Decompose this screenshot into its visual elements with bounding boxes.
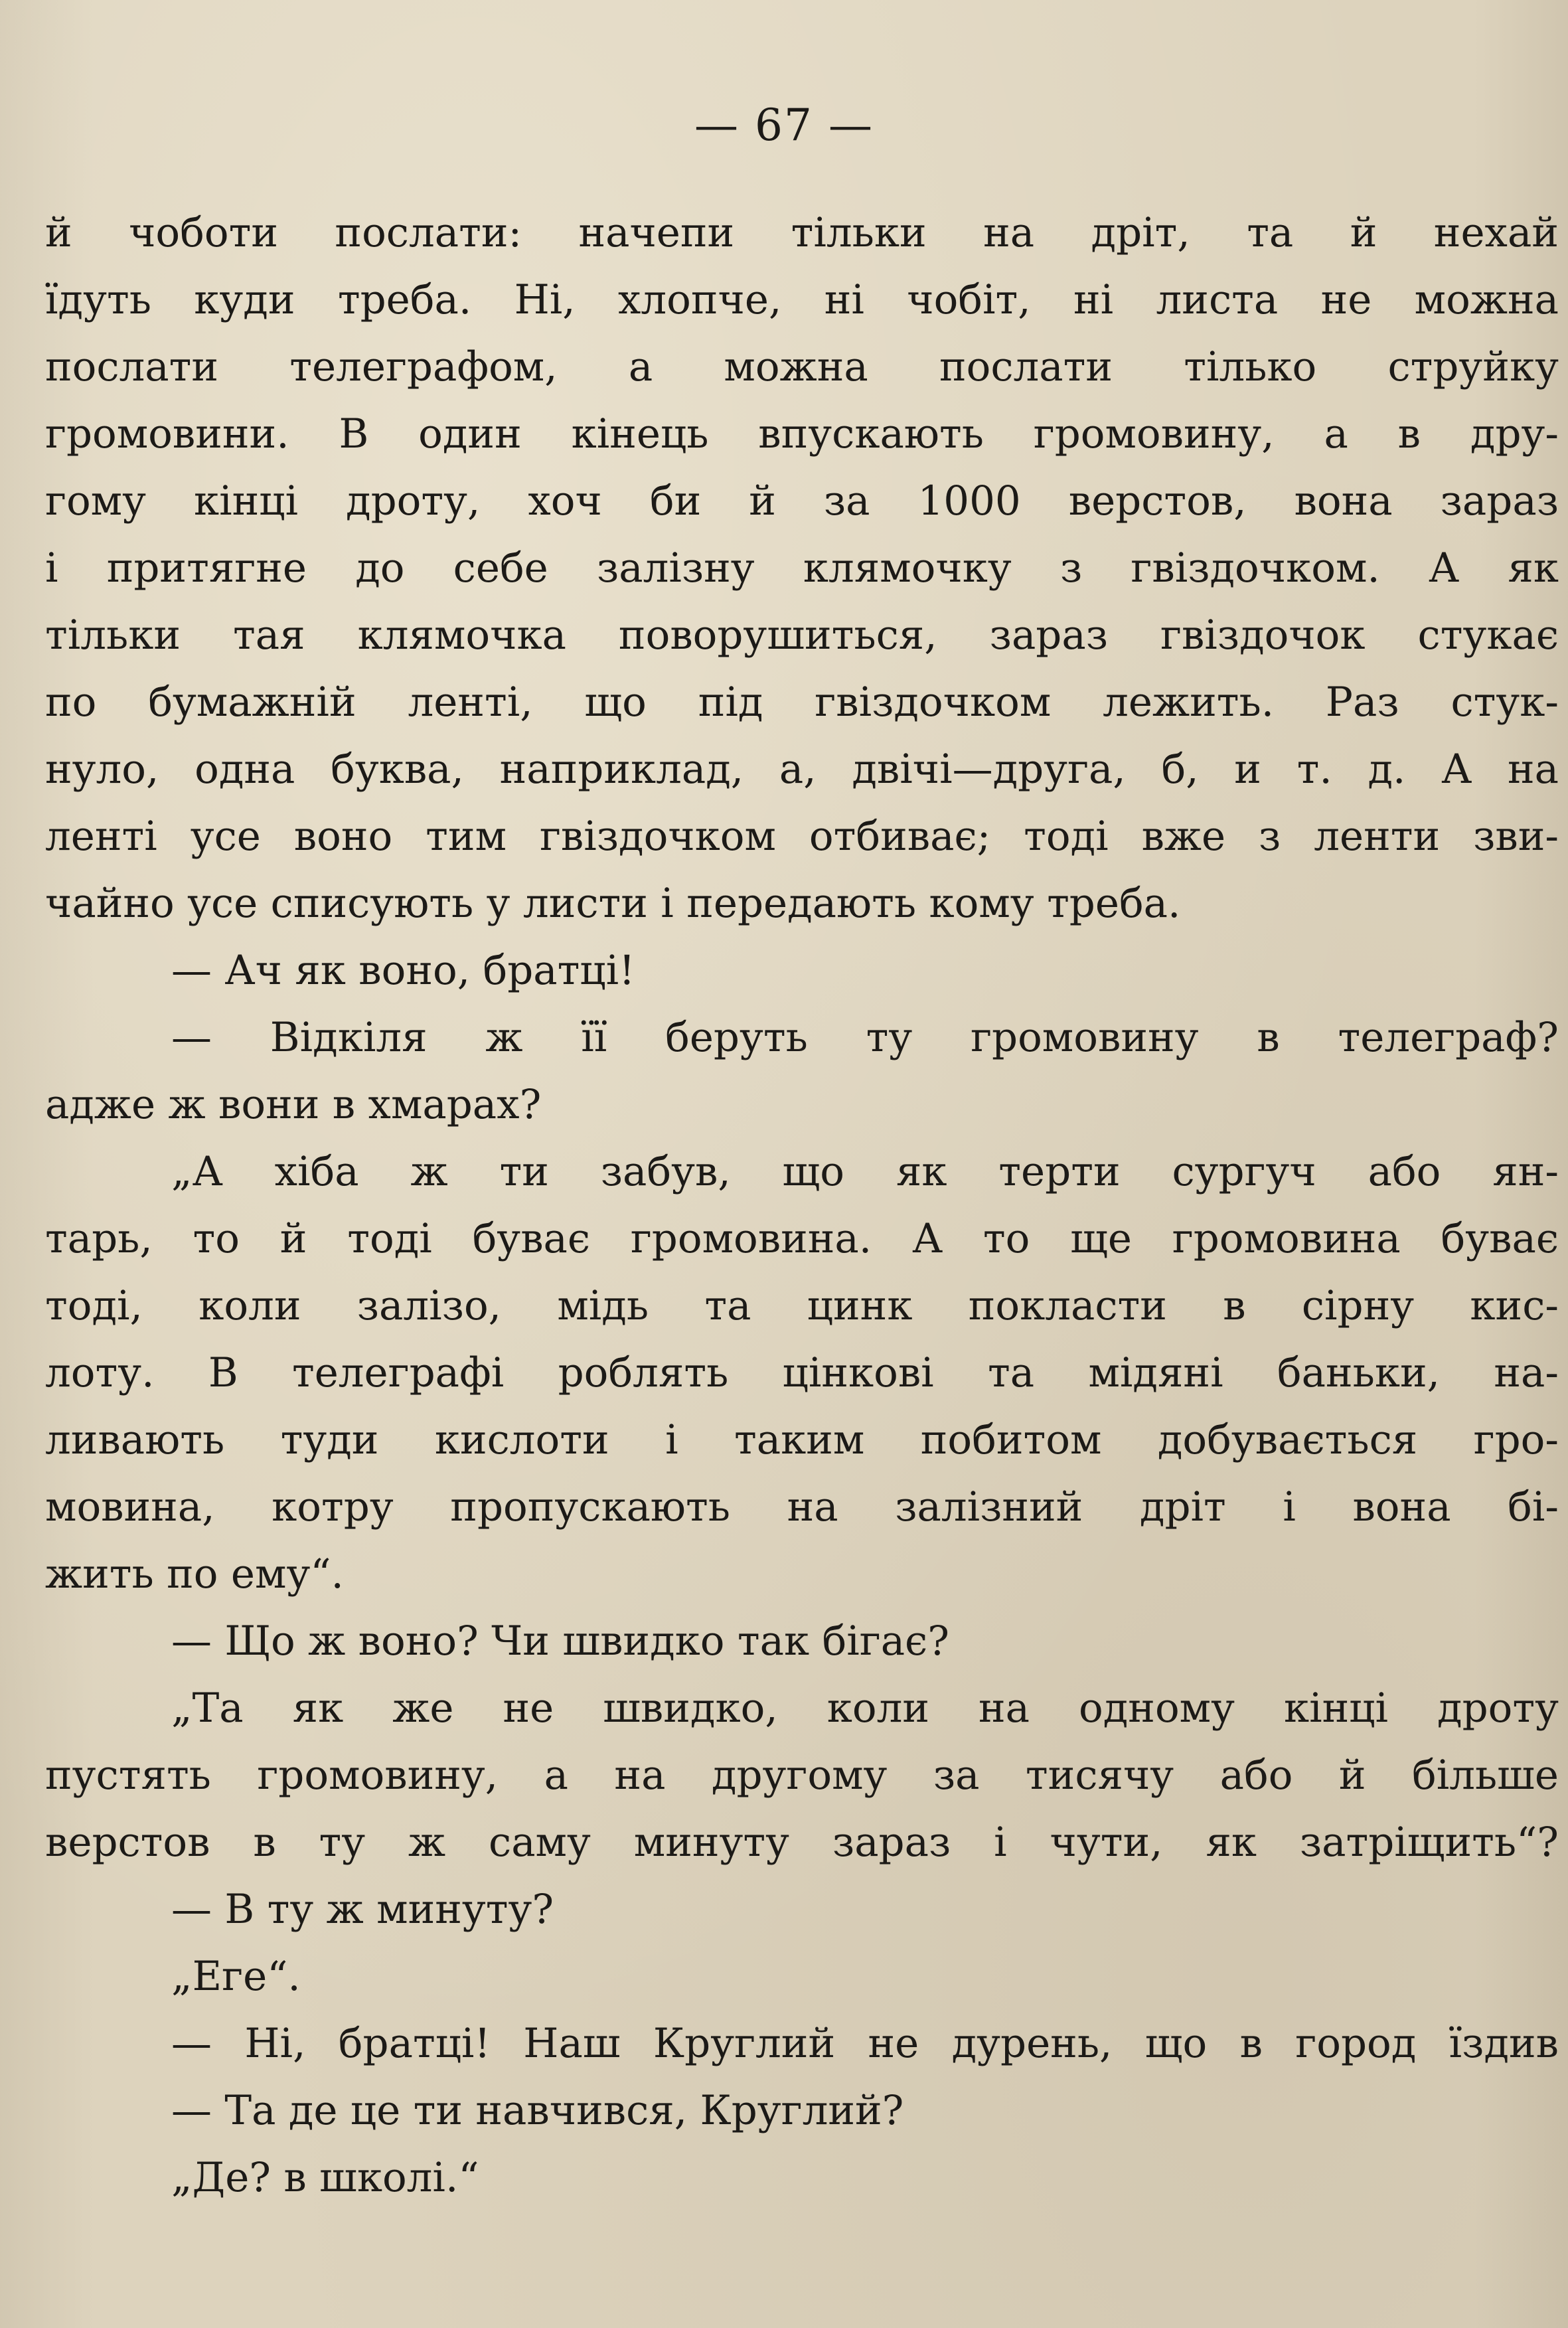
- text-line: тоді, коли залізо, мідь та цинк покласти в сірну кис-: [45, 1282, 1559, 1329]
- text-line: громовини. В один кінець впускають громовину, а в дру-: [45, 410, 1559, 457]
- text-line: „А хіба ж ти забув, що як терти сургуч або ян-: [171, 1148, 1559, 1195]
- text-line: ливають туди кислоти і таким побитом добувається гро-: [45, 1416, 1559, 1463]
- text-line: послати телеграфом, а можна послати тілько струйку: [45, 343, 1559, 390]
- text-line: по бумажній ленті, що під гвіздочком лежить. Раз стук-: [45, 679, 1559, 726]
- text-line: й чоботи послати: начепи тільки на дріт, та й нехай: [45, 209, 1559, 256]
- text-line: „Та як же не швидко, коли на одному кінці дроту: [171, 1685, 1559, 1732]
- text-line: мовина, котру пропускають на залізний дріт і вона бі-: [45, 1483, 1559, 1531]
- text-line: верстов в ту ж саму минуту зараз і чути, як затріщить“?: [45, 1819, 1559, 1866]
- text-line: чайно усе списують у листи і передають кому треба.: [45, 880, 1181, 927]
- text-line: їдуть куди треба. Ні, хлопче, ні чобіт, ні листа не можна: [45, 276, 1559, 323]
- text-line: ленті усе воно тим гвіздочком отбиває; тоді вже з ленти зви-: [45, 813, 1559, 860]
- text-line: пустять громовину, а на другому за тисячу або й більше: [45, 1752, 1559, 1799]
- text-line: тільки тая клямочка поворушиться, зараз гвіздочок стукає: [45, 612, 1559, 659]
- text-line: і притягне до себе залізну клямочку з гвіздочком. А як: [45, 544, 1559, 592]
- text-line: — Ач як воно, братці!: [171, 947, 635, 994]
- text-line: адже ж вони в хмарах?: [45, 1081, 542, 1128]
- text-line: тарь, то й тоді буває громовина. А то ще громовина буває: [45, 1215, 1559, 1262]
- text-line: „Де? в школі.“: [171, 2154, 479, 2201]
- text-line: гому кінці дроту, хоч би й за 1000 верстов, вона зараз: [45, 477, 1559, 525]
- page-number: — 67 —: [694, 100, 874, 151]
- text-line: — Що ж воно? Чи швидко так бігає?: [171, 1618, 949, 1665]
- text-line: лоту. В телеграфі роблять цінкові та мідяні баньки, на-: [45, 1349, 1559, 1396]
- text-line: „Еге“.: [171, 1953, 301, 2000]
- body-text: [45, 199, 1559, 2211]
- text-line: — Ні, братці! Наш Круглий не дурень, що в город їздив: [171, 2020, 1559, 2067]
- text-line: — Та де це ти навчився, Круглий?: [171, 2087, 904, 2134]
- text-line: — Відкіля ж її беруть ту громовину в телеграф?: [171, 1014, 1559, 1061]
- text-line: жить по ему“.: [45, 1550, 344, 1598]
- text-line: нуло, одна буква, наприклад, а, двічі—друга, б, и т. д. А на: [45, 746, 1559, 793]
- text-line: — В ту ж минуту?: [171, 1886, 554, 1933]
